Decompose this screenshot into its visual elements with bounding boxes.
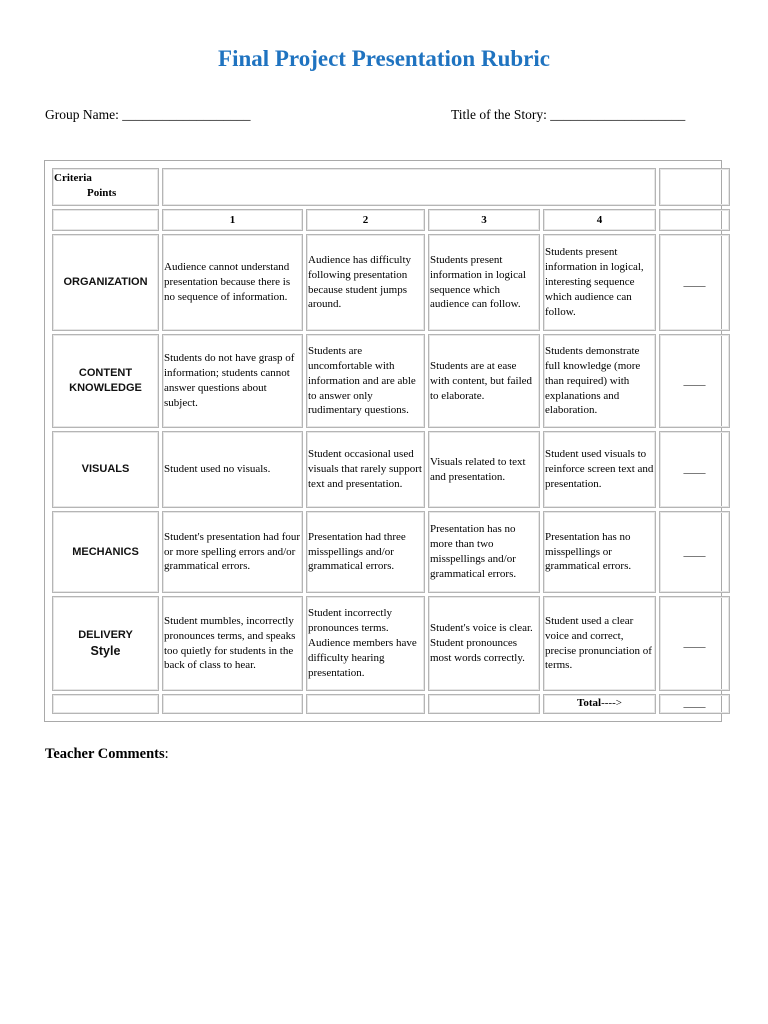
group-name-field: Group Name: ___________________ — [45, 107, 251, 122]
total-points-blank: ____ — [659, 694, 730, 714]
total-blank-cell — [162, 694, 303, 714]
criterion-content-knowledge: CONTENT KNOWLEDGE — [52, 334, 159, 429]
total-label-cell — [543, 694, 656, 714]
rubric-cell: Students present information in logical, interesting sequence which audience can follow. — [543, 234, 656, 331]
rubric-cell: Presentation has no misspellings or grammatical errors. — [543, 511, 656, 593]
rubric-cell: Students present information in logical sequence which audience can follow. — [428, 234, 540, 331]
rubric-cell: Student used visuals to reinforce screen text and presentation. — [543, 431, 656, 507]
teacher-comments — [45, 746, 169, 763]
rubric-cell: Students do not have grasp of information; students cannot answer questions about subject. — [162, 334, 303, 429]
rubric-cell: Visuals related to text and presentation. — [428, 431, 540, 507]
rubric-cell: Student incorrectly pronounces terms. Audience members have difficulty hearing presentation. — [306, 596, 425, 691]
total-row — [52, 694, 730, 714]
points-blank: ____ — [659, 596, 730, 691]
points-blank: ____ — [659, 334, 730, 429]
rubric-cell: Student's presentation had four or more spelling errors and/or grammatical errors. — [162, 511, 303, 593]
table-row — [52, 334, 730, 429]
rubric-cell: Audience cannot understand presentation because there is no sequence of information. — [162, 234, 303, 331]
table-row — [52, 234, 730, 331]
scale-row — [52, 209, 730, 231]
table-row — [52, 596, 730, 691]
rubric-cell: Student used no visuals. — [162, 431, 303, 507]
criteria-points-header — [52, 168, 159, 206]
total-blank-cell — [52, 694, 159, 714]
criterion-mechanics: MECHANICS — [52, 511, 159, 593]
rubric-cell: Student's voice is clear. Student pronounces most words correctly. — [428, 596, 540, 691]
rubric-cell: Students are at ease with content, but failed to elaborate. — [428, 334, 540, 429]
criterion-delivery-label: DELIVERY — [78, 628, 133, 641]
teacher-comments-label: Teacher Comments — [45, 746, 165, 762]
points-blank: ____ — [659, 431, 730, 507]
points-blank: ____ — [659, 511, 730, 593]
total-blank-cell — [428, 694, 540, 714]
rubric-cell: Student occasional used visuals that rarely support text and presentation. — [306, 431, 425, 507]
header-points-blank — [659, 168, 730, 206]
header-row — [52, 168, 730, 206]
scale-1: 1 — [162, 209, 303, 231]
scale-4: 4 — [543, 209, 656, 231]
criterion-organization: ORGANIZATION — [52, 234, 159, 331]
scale-2: 2 — [306, 209, 425, 231]
criterion-style-label: Style — [90, 643, 121, 658]
scale-3: 3 — [428, 209, 540, 231]
rubric-cell: Students demonstrate full knowledge (more than required) with explanations and elaboration. — [543, 334, 656, 429]
total-arrow: ----> — [601, 697, 622, 710]
rubric-cell: Students are uncomfortable with information and are able to answer only rudimentary questions. — [306, 334, 425, 429]
teacher-comments-colon: : — [164, 746, 169, 762]
table-row — [52, 511, 730, 593]
document-title: Final Project Presentation Rubric — [218, 46, 550, 71]
table-row — [52, 431, 730, 507]
rubric-table — [49, 165, 733, 717]
points-label: Points — [87, 186, 117, 199]
rubric-table-container — [44, 160, 722, 722]
rubric-cell: Presentation has no more than two misspellings and/or grammatical errors. — [428, 511, 540, 593]
criteria-label: Criteria — [54, 172, 92, 184]
rubric-cell: Student used a clear voice and correct, precise pronunciation of terms. — [543, 596, 656, 691]
points-blank: ____ — [659, 234, 730, 331]
rubric-cell: Presentation had three misspellings and/or grammatical errors. — [306, 511, 425, 593]
rubric-cell: Student mumbles, incorrectly pronounces terms, and speaks too quietly for students in the back of class to hear. — [162, 596, 303, 691]
story-title-field: Title of the Story: ____________________ — [451, 107, 686, 122]
scale-blank-cell — [52, 209, 159, 231]
total-blank-cell — [306, 694, 425, 714]
criterion-visuals: VISUALS — [52, 431, 159, 507]
scale-points-blank — [659, 209, 730, 231]
criterion-delivery — [52, 596, 159, 691]
total-label: Total — [577, 697, 602, 710]
rubric-cell: Audience has difficulty following presentation because student jumps around. — [306, 234, 425, 331]
header-blank-cell — [162, 168, 656, 206]
